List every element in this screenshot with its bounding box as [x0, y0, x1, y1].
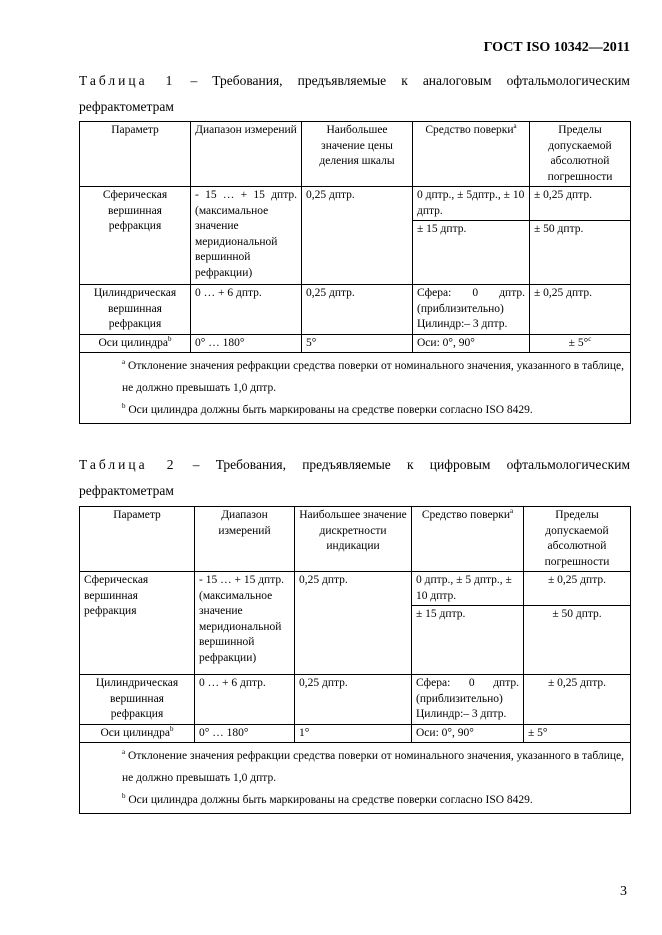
- t1-cyl-error: ± 0,25 дптр.: [530, 285, 631, 335]
- t1-spherical-error1: ± 0,25 дптр.: [530, 187, 631, 221]
- table2-notes: [80, 743, 631, 814]
- t2-spherical-param: Сферическая вершинная рефракция: [80, 572, 195, 675]
- t1-cyl-range: 0 … + 6 дптр.: [191, 285, 302, 335]
- table2-header-tool: Средство поверки$^a$: [412, 507, 524, 572]
- table2-note-a: $^a$ Отклонение значения рефракции средства поверки от номинального значения, указанного в таблице, не должно превышать 1,0 дптр.: [122, 748, 624, 784]
- t1-spherical-tool2: ± 15 дптр.: [413, 221, 530, 285]
- table1-header-range: Диапазон измерений: [191, 122, 302, 187]
- table-row: [80, 572, 631, 606]
- page-number: 3: [620, 884, 627, 899]
- table2-header-row: [80, 507, 631, 572]
- table1-notes: [80, 353, 631, 424]
- table1-header-tool: Средство поверки$^a$: [413, 122, 530, 187]
- table1-header-param: Параметр: [80, 122, 191, 187]
- table1-caption: [79, 68, 630, 120]
- t2-cyl-param: Цилиндрическая вершинная рефракция: [80, 675, 195, 725]
- t1-cyl-param: Цилиндрическая вершинная рефракция: [80, 285, 191, 335]
- table1-caption-text: – Требования, предъявляемые к аналоговым офтальмологическим рефрактометрам: [79, 73, 630, 114]
- t2-spherical-range: - 15 … + 15 дптр. (максимальное значение меридиональной вершинной рефракции): [195, 572, 295, 675]
- table2-caption-label: Таблица 2: [79, 457, 177, 472]
- table1-note-b: $^b$ Оси цилиндра должны быть маркированы на средстве поверки согласно ISO 8429.: [122, 402, 533, 416]
- table2-header-param: Параметр: [80, 507, 195, 572]
- table2-notes-row: [80, 743, 631, 814]
- table-row: [80, 334, 631, 353]
- table-row: [80, 724, 631, 743]
- t1-axis-division: 5°: [302, 334, 413, 353]
- table1: [79, 121, 631, 424]
- t1-axis-range: 0° … 180°: [191, 334, 302, 353]
- document-header: ГОСТ ISO 10342—2011: [483, 40, 630, 55]
- table-row: [80, 187, 631, 221]
- t1-spherical-error2: ± 50 дптр.: [530, 221, 631, 285]
- t2-axis-division: 1°: [295, 724, 412, 743]
- table-row: [80, 675, 631, 725]
- t1-spherical-division: 0,25 дптр.: [302, 187, 413, 285]
- t2-spherical-tool2: ± 15 дптр.: [412, 606, 524, 675]
- t1-axis-tool: Оси: 0°, 90°: [413, 334, 530, 353]
- t2-cyl-tool: Сфера: 0 дптр. (приблизительно) Цилиндр:– 3 дптр.: [412, 675, 524, 725]
- t2-spherical-error1: ± 0,25 дптр.: [524, 572, 631, 606]
- t1-axis-error: ± 5°$^c$: [530, 334, 631, 353]
- t1-axis-param: Оси цилиндра$^b$: [80, 334, 191, 353]
- table2-caption-text: – Требования, предъявляемые к цифровым офтальмологическим рефрактометрам: [79, 457, 630, 498]
- table1-header-row: [80, 122, 631, 187]
- table2-note-b: $^b$ Оси цилиндра должны быть маркированы на средстве поверки согласно ISO 8429.: [122, 792, 533, 806]
- table2-header-division: Наибольшее значение дискретности индикации: [295, 507, 412, 572]
- t1-spherical-range: - 15 … + 15 дптр. (максимальное значение меридиональной вершинной рефракции): [191, 187, 302, 285]
- table1-header-error: Пределы допускаемой абсолютной погрешности: [530, 122, 631, 187]
- t1-spherical-tool1: 0 дптр., ± 5дптр., ± 10 дптр.: [413, 187, 530, 221]
- table1-notes-row: [80, 353, 631, 424]
- t1-cyl-division: 0,25 дптр.: [302, 285, 413, 335]
- t2-axis-param: Оси цилиндра$^b$: [80, 724, 195, 743]
- t2-cyl-error: ± 0,25 дптр.: [524, 675, 631, 725]
- table-row: [80, 285, 631, 335]
- table2-caption: [79, 452, 630, 504]
- t2-cyl-division: 0,25 дптр.: [295, 675, 412, 725]
- t2-spherical-tool1: 0 дптр., ± 5 дптр., ± 10 дптр.: [412, 572, 524, 606]
- table2-header-error: Пределы допускаемой абсолютной погрешности: [524, 507, 631, 572]
- table2-header-range: Диапазон измерений: [195, 507, 295, 572]
- t1-cyl-tool: Сфера: 0 дптр. (приблизительно) Цилиндр:– 3 дптр.: [413, 285, 530, 335]
- table1-note-a: $^a$ Отклонение значения рефракции средства поверки от номинального значения, указанного в таблице, не должно превышать 1,0 дптр.: [122, 358, 624, 394]
- t2-spherical-division: 0,25 дптр.: [295, 572, 412, 675]
- t2-axis-error: ± 5°: [524, 724, 631, 743]
- t2-axis-range: 0° … 180°: [195, 724, 295, 743]
- t2-spherical-error2: ± 50 дптр.: [524, 606, 631, 675]
- t1-spherical-param: Сферическая вершинная рефракция: [80, 187, 191, 285]
- t2-cyl-range: 0 … + 6 дптр.: [195, 675, 295, 725]
- t2-axis-tool: Оси: 0°, 90°: [412, 724, 524, 743]
- table1-caption-label: Таблица 1: [79, 73, 176, 88]
- table1-header-division: Наибольшее значение цены деления шкалы: [302, 122, 413, 187]
- table2: [79, 506, 631, 814]
